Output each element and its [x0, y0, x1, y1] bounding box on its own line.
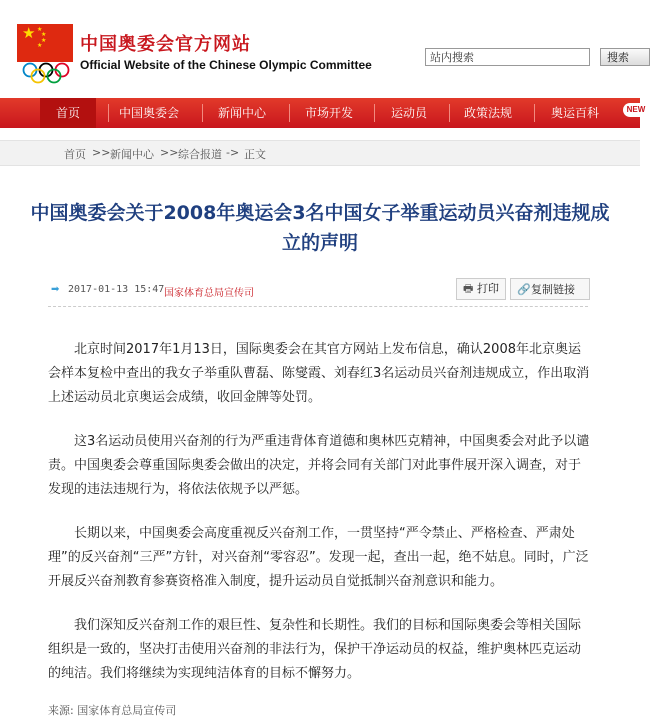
article-source-footer [48, 702, 176, 718]
copy-link-label: 复制链接 [531, 283, 575, 296]
source-label: 来源: [48, 704, 74, 717]
article-title [10, 198, 630, 258]
article-paragraph: 北京时间2017年1月13日，国际奥委会在其官方网站上发布信息，确认2008年北京奥运会样本复检中查出的我女子举重队曹磊、陈燮霞、刘春红3名运动员兴奋剂违规成立，作出取消上述运动员北京奥运会成绩，收回金牌等处罚。 [48, 342, 590, 405]
breadcrumb-general[interactable]: 综合报道 [178, 148, 222, 161]
star-icon: ★ [37, 26, 43, 33]
nav-separator [108, 104, 109, 122]
olympic-rings-icon [22, 62, 72, 84]
printer-icon: 🖶 [463, 281, 474, 295]
nav-separator [534, 104, 535, 122]
breadcrumb-separator: >> [92, 146, 111, 159]
nav-item-coc[interactable]: 中国奥委会 [119, 106, 180, 120]
nav-item-encyclopedia[interactable]: 奥运百科 [551, 106, 600, 120]
star-icon: ★ [37, 42, 43, 49]
article-paragraph: 长期以来，中国奥委会高度重视反兴奋剂工作，一贯坚持“严令禁止、严格检查、严肃处理”的反兴奋剂“三严”方针，对兴奋剂“零容忍”。发现一起，查出一起，绝不姑息。同时，广泛开展反兴奋剂教育参赛资格准入制度，提升运动员自觉抵制兴奋剂意识和能力。 [48, 526, 589, 589]
site-subtitle: Official Website of the Chinese Olympic Committee [80, 58, 372, 72]
nav-item-news[interactable]: 新闻中心 [218, 106, 267, 120]
breadcrumb-home[interactable]: 首页 [64, 148, 86, 161]
source-value: 国家体育总局宣传司 [77, 704, 177, 717]
nav-item-policy[interactable]: 政策法规 [464, 106, 513, 120]
breadcrumb-separator: >> [160, 146, 179, 159]
search-input[interactable] [425, 48, 590, 66]
nav-separator [289, 104, 290, 122]
search-button[interactable]: 搜索 [600, 48, 650, 66]
article-meta [48, 278, 588, 307]
article-paragraph: 我们深知反兴奋剂工作的艰巨性、复杂性和长期性。我们的目标和国际奥委会等相关国际组织是一致的，坚决打击使用兴奋剂的非法行为，保护干净运动员的权益，维护奥林匹克运动的纯洁。我们将继续为实现纯洁体育的目标不懈努力。 [48, 618, 582, 681]
breadcrumb-news[interactable]: 新闻中心 [110, 148, 154, 161]
nav-separator [449, 104, 450, 122]
star-icon: ★ [41, 37, 47, 44]
nav-separator [202, 104, 203, 122]
copy-link-button[interactable] [510, 278, 590, 300]
article-date: 2017-01-13 15:47 [68, 284, 165, 295]
site-header [0, 0, 640, 96]
main-nav [0, 98, 640, 128]
print-button[interactable] [456, 278, 506, 300]
china-flag-icon [17, 24, 73, 62]
new-badge: NEW [623, 103, 649, 117]
star-icon: ★ [41, 31, 47, 38]
nav-item-athletes[interactable]: 运动员 [391, 106, 428, 120]
arrow-right-icon: ➡ [51, 284, 60, 295]
breadcrumb-separator: -> [226, 146, 240, 159]
nav-separator [374, 104, 375, 122]
breadcrumb-current: 正文 [244, 148, 266, 161]
article-title-line: 立的声明 [281, 232, 358, 254]
nav-item-home[interactable]: 首页 [40, 98, 96, 128]
nav-item-marketing[interactable]: 市场开发 [305, 106, 354, 120]
breadcrumb [0, 140, 640, 166]
article-title-line: 中国奥委会关于2008年奥运会3名中国女子举重运动员兴奋剂违规成 [30, 202, 610, 224]
site-title: 中国奥委会官方网站 [80, 34, 251, 55]
article-paragraph: 这3名运动员使用兴奋剂的行为严重违背体育道德和奥林匹克精神，中国奥委会对此予以谴责。中国奥委会尊重国际奥委会做出的决定，并将会同有关部门对此事件展开深入调查，对于发现的违法违规行为，将依法依规予以严惩。 [48, 434, 590, 497]
print-label: 打印 [477, 281, 499, 295]
star-icon: ★ [22, 24, 36, 42]
link-icon: 🔗 [517, 283, 531, 296]
article-source-link[interactable]: 国家体育总局宣传司 [164, 288, 254, 299]
